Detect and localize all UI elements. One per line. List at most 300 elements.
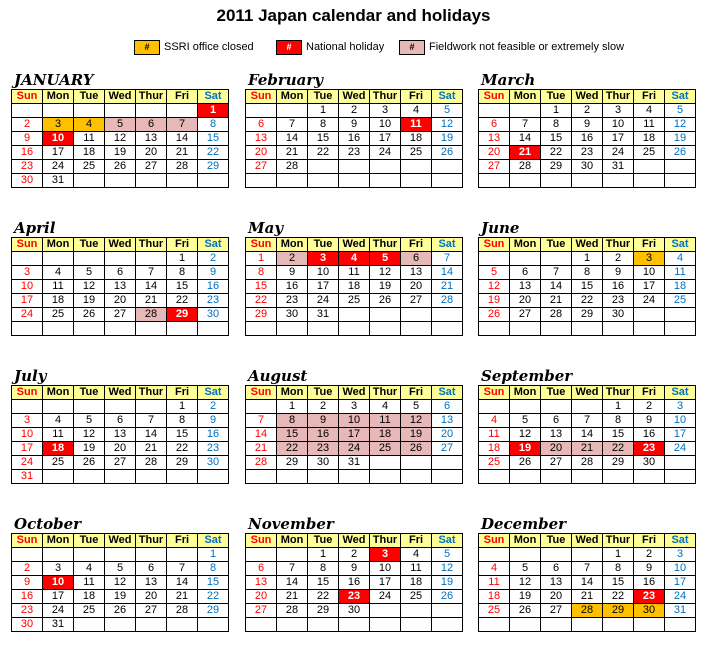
day-cell: 28: [277, 604, 308, 618]
day-cell: 22: [167, 442, 198, 456]
legend-national-holiday: [276, 38, 384, 56]
day-cell: 22: [277, 442, 308, 456]
day-cell: 29: [167, 456, 198, 470]
empty-cell: [339, 470, 370, 484]
day-cell: 15: [603, 576, 634, 590]
day-cell: 3: [370, 548, 401, 562]
weekday-header: Thur: [370, 238, 401, 252]
weekday-header: Mon: [277, 386, 308, 400]
empty-cell: [541, 252, 572, 266]
weekday-header: Wed: [339, 90, 370, 104]
day-cell: 19: [479, 294, 510, 308]
week-row: [479, 576, 696, 590]
day-cell: 2: [198, 252, 229, 266]
week-row: [12, 400, 229, 414]
empty-cell: [198, 618, 229, 632]
empty-cell: [105, 174, 136, 188]
weekday-header: Mon: [43, 534, 74, 548]
week-row: [246, 456, 463, 470]
weekday-header: Wed: [572, 534, 603, 548]
empty-cell: [510, 174, 541, 188]
day-cell: 12: [105, 576, 136, 590]
day-cell: 6: [401, 252, 432, 266]
empty-cell: [43, 252, 74, 266]
empty-cell: [479, 104, 510, 118]
empty-cell: [510, 618, 541, 632]
day-cell: 22: [308, 146, 339, 160]
day-cell: 20: [136, 590, 167, 604]
day-cell: 6: [541, 562, 572, 576]
weekday-header: Wed: [105, 238, 136, 252]
day-cell: 16: [12, 590, 43, 604]
day-cell: 14: [277, 132, 308, 146]
day-cell: 3: [370, 104, 401, 118]
day-cell: 2: [308, 400, 339, 414]
day-cell: 27: [246, 604, 277, 618]
month-name: April: [14, 219, 56, 237]
day-cell: 16: [339, 576, 370, 590]
day-cell: 15: [277, 428, 308, 442]
day-cell: 13: [246, 576, 277, 590]
month-january: [11, 71, 229, 188]
empty-cell: [541, 322, 572, 336]
day-cell: 23: [634, 442, 665, 456]
day-cell: 8: [308, 562, 339, 576]
empty-cell: [510, 548, 541, 562]
day-cell: 1: [167, 400, 198, 414]
day-cell: 10: [43, 576, 74, 590]
day-cell: 14: [541, 280, 572, 294]
empty-cell: [541, 400, 572, 414]
day-cell: 7: [277, 562, 308, 576]
month-table: [478, 533, 696, 632]
day-cell: 9: [277, 266, 308, 280]
weekday-header: Wed: [572, 386, 603, 400]
empty-cell: [370, 456, 401, 470]
day-cell: 28: [136, 456, 167, 470]
day-cell: 28: [572, 456, 603, 470]
month-name: JANUARY: [14, 71, 94, 89]
week-row: [246, 266, 463, 280]
week-row: [12, 104, 229, 118]
day-cell: 26: [479, 308, 510, 322]
empty-cell: [665, 308, 696, 322]
weekday-header: Sun: [246, 534, 277, 548]
week-row: [246, 308, 463, 322]
week-row: [479, 280, 696, 294]
day-cell: 7: [541, 266, 572, 280]
day-cell: 28: [541, 308, 572, 322]
day-cell: 25: [43, 456, 74, 470]
month-name: September: [481, 367, 573, 385]
day-cell: 5: [479, 266, 510, 280]
weekday-header: Sun: [479, 238, 510, 252]
day-cell: 18: [634, 132, 665, 146]
week-row: [246, 604, 463, 618]
day-cell: 22: [167, 294, 198, 308]
weekday-header: Mon: [510, 386, 541, 400]
day-cell: 20: [541, 442, 572, 456]
day-cell: 7: [167, 562, 198, 576]
empty-cell: [43, 104, 74, 118]
empty-cell: [308, 174, 339, 188]
day-cell: 27: [105, 456, 136, 470]
day-cell: 25: [43, 308, 74, 322]
week-row: [12, 442, 229, 456]
day-cell: 13: [136, 576, 167, 590]
day-cell: 6: [246, 562, 277, 576]
day-cell: 6: [510, 266, 541, 280]
day-cell: 20: [246, 590, 277, 604]
weekday-header: Fri: [167, 238, 198, 252]
day-cell: 16: [277, 280, 308, 294]
day-cell: 24: [603, 146, 634, 160]
weekday-header: Sat: [665, 386, 696, 400]
day-cell: 6: [432, 400, 463, 414]
day-cell: 16: [572, 132, 603, 146]
week-row: [12, 146, 229, 160]
weekday-header: Sun: [12, 90, 43, 104]
day-cell: 28: [572, 604, 603, 618]
weekday-header: Mon: [510, 534, 541, 548]
day-cell: 21: [572, 442, 603, 456]
weekday-header: Sat: [432, 386, 463, 400]
month-may: [245, 219, 463, 336]
day-cell: 26: [432, 146, 463, 160]
empty-cell: [74, 470, 105, 484]
day-cell: 28: [167, 604, 198, 618]
day-cell: 17: [43, 590, 74, 604]
week-row: [479, 266, 696, 280]
day-cell: 1: [308, 548, 339, 562]
day-cell: 10: [665, 562, 696, 576]
day-cell: 26: [74, 308, 105, 322]
day-cell: 18: [74, 590, 105, 604]
day-cell: 4: [401, 104, 432, 118]
day-cell: 10: [603, 118, 634, 132]
day-cell: 23: [308, 442, 339, 456]
empty-cell: [167, 470, 198, 484]
weekday-header: Sun: [479, 90, 510, 104]
week-row: [246, 548, 463, 562]
weekday-header: Tue: [74, 386, 105, 400]
month-july: [11, 367, 229, 484]
week-row: [12, 266, 229, 280]
week-row: [479, 104, 696, 118]
day-cell: 23: [603, 294, 634, 308]
day-cell: 24: [665, 590, 696, 604]
day-cell: 21: [246, 442, 277, 456]
empty-cell: [105, 548, 136, 562]
legend-fieldwork-swatch: #: [399, 40, 425, 55]
empty-cell: [74, 400, 105, 414]
week-row: [246, 428, 463, 442]
month-table: [11, 237, 229, 336]
day-cell: 28: [432, 294, 463, 308]
day-cell: 12: [432, 118, 463, 132]
day-cell: 31: [308, 308, 339, 322]
day-cell: 27: [510, 308, 541, 322]
day-cell: 11: [43, 280, 74, 294]
day-cell: 19: [370, 280, 401, 294]
empty-cell: [277, 470, 308, 484]
week-row: [12, 118, 229, 132]
empty-cell: [401, 618, 432, 632]
day-cell: 5: [401, 400, 432, 414]
empty-cell: [198, 174, 229, 188]
week-row: [12, 160, 229, 174]
day-cell: 25: [479, 456, 510, 470]
week-row: [246, 132, 463, 146]
day-cell: 23: [277, 294, 308, 308]
empty-cell: [432, 470, 463, 484]
month-name: November: [248, 515, 334, 533]
empty-cell: [74, 104, 105, 118]
day-cell: 8: [308, 118, 339, 132]
day-cell: 12: [74, 428, 105, 442]
day-cell: 22: [308, 590, 339, 604]
weekday-header: Fri: [401, 534, 432, 548]
weekday-header: Tue: [74, 534, 105, 548]
day-cell: 6: [479, 118, 510, 132]
day-cell: 16: [634, 428, 665, 442]
day-cell: 30: [339, 604, 370, 618]
day-cell: 17: [634, 280, 665, 294]
day-cell: 20: [432, 428, 463, 442]
day-cell: 23: [634, 590, 665, 604]
day-cell: 14: [167, 132, 198, 146]
day-cell: 18: [43, 442, 74, 456]
empty-cell: [603, 618, 634, 632]
weekday-header: Tue: [308, 534, 339, 548]
day-cell: 19: [665, 132, 696, 146]
day-cell: 3: [43, 118, 74, 132]
week-row: [479, 590, 696, 604]
day-cell: 11: [479, 428, 510, 442]
day-cell: 17: [370, 576, 401, 590]
day-cell: 20: [105, 442, 136, 456]
day-cell: 8: [277, 414, 308, 428]
day-cell: 16: [12, 146, 43, 160]
day-cell: 2: [634, 548, 665, 562]
week-row: [12, 428, 229, 442]
empty-cell: [74, 618, 105, 632]
day-cell: 4: [370, 400, 401, 414]
empty-cell: [308, 618, 339, 632]
week-row: [12, 308, 229, 322]
day-cell: 1: [277, 400, 308, 414]
day-cell: 28: [136, 308, 167, 322]
day-cell: 23: [12, 160, 43, 174]
month-february: [245, 71, 463, 188]
month-name: October: [14, 515, 82, 533]
day-cell: 18: [665, 280, 696, 294]
empty-cell: [510, 104, 541, 118]
day-cell: 8: [603, 414, 634, 428]
week-row: [246, 322, 463, 336]
weekday-header: Sat: [198, 534, 229, 548]
week-row: [479, 160, 696, 174]
day-cell: 2: [339, 104, 370, 118]
day-cell: 31: [665, 604, 696, 618]
day-cell: 7: [246, 414, 277, 428]
month-name: March: [481, 71, 536, 89]
weekday-header: Thur: [603, 534, 634, 548]
day-cell: 3: [634, 252, 665, 266]
day-cell: 6: [136, 562, 167, 576]
empty-cell: [277, 548, 308, 562]
week-row: [12, 562, 229, 576]
day-cell: 23: [339, 146, 370, 160]
day-cell: 27: [479, 160, 510, 174]
week-row: [479, 308, 696, 322]
week-row: [479, 174, 696, 188]
day-cell: 11: [401, 118, 432, 132]
day-cell: 10: [43, 132, 74, 146]
weekday-header: Thur: [603, 90, 634, 104]
day-cell: 19: [74, 442, 105, 456]
day-cell: 3: [603, 104, 634, 118]
legend-ssri-label: SSRI office closed: [164, 41, 254, 53]
empty-cell: [105, 400, 136, 414]
empty-cell: [74, 252, 105, 266]
day-cell: 1: [198, 548, 229, 562]
day-cell: 10: [634, 266, 665, 280]
weekday-header: Fri: [401, 90, 432, 104]
day-cell: 25: [401, 590, 432, 604]
empty-cell: [136, 174, 167, 188]
empty-cell: [665, 618, 696, 632]
week-row: [246, 442, 463, 456]
empty-cell: [634, 174, 665, 188]
weekday-header: Sun: [246, 238, 277, 252]
day-cell: 17: [339, 428, 370, 442]
day-cell: 27: [432, 442, 463, 456]
day-cell: 19: [105, 146, 136, 160]
day-cell: 1: [308, 104, 339, 118]
empty-cell: [370, 470, 401, 484]
week-row: [246, 104, 463, 118]
empty-cell: [74, 548, 105, 562]
empty-cell: [370, 174, 401, 188]
day-cell: 18: [479, 590, 510, 604]
day-cell: 26: [74, 456, 105, 470]
day-cell: 4: [634, 104, 665, 118]
weekday-header-row: [479, 90, 696, 104]
day-cell: 20: [136, 146, 167, 160]
weekday-header: Sun: [12, 386, 43, 400]
day-cell: 21: [277, 590, 308, 604]
day-cell: 10: [12, 428, 43, 442]
day-cell: 11: [339, 266, 370, 280]
day-cell: 28: [277, 160, 308, 174]
day-cell: 9: [308, 414, 339, 428]
day-cell: 9: [339, 562, 370, 576]
day-cell: 31: [43, 618, 74, 632]
day-cell: 15: [246, 280, 277, 294]
empty-cell: [246, 618, 277, 632]
day-cell: 15: [603, 428, 634, 442]
weekday-header: Fri: [634, 534, 665, 548]
empty-cell: [479, 174, 510, 188]
day-cell: 15: [541, 132, 572, 146]
week-row: [479, 252, 696, 266]
day-cell: 21: [167, 590, 198, 604]
day-cell: 13: [105, 428, 136, 442]
empty-cell: [665, 322, 696, 336]
month-table: [245, 89, 463, 188]
weekday-header: Sat: [432, 90, 463, 104]
day-cell: 9: [603, 266, 634, 280]
day-cell: 8: [572, 266, 603, 280]
page-title: 2011 Japan calendar and holidays: [216, 6, 491, 25]
day-cell: 2: [634, 400, 665, 414]
month-table: [478, 237, 696, 336]
day-cell: 13: [432, 414, 463, 428]
day-cell: 16: [339, 132, 370, 146]
day-cell: 7: [572, 414, 603, 428]
day-cell: 13: [541, 428, 572, 442]
day-cell: 24: [370, 590, 401, 604]
day-cell: 24: [634, 294, 665, 308]
weekday-header: Mon: [277, 534, 308, 548]
empty-cell: [541, 548, 572, 562]
weekday-header: Sat: [665, 90, 696, 104]
month-september: [478, 367, 696, 484]
empty-cell: [277, 104, 308, 118]
day-cell: 1: [198, 104, 229, 118]
day-cell: 9: [12, 132, 43, 146]
empty-cell: [105, 470, 136, 484]
day-cell: 14: [277, 576, 308, 590]
day-cell: 22: [541, 146, 572, 160]
weekday-header: Sat: [665, 534, 696, 548]
empty-cell: [339, 174, 370, 188]
empty-cell: [246, 400, 277, 414]
day-cell: 15: [198, 576, 229, 590]
empty-cell: [246, 470, 277, 484]
weekday-header: Thur: [136, 238, 167, 252]
day-cell: 2: [603, 252, 634, 266]
empty-cell: [339, 160, 370, 174]
empty-cell: [12, 548, 43, 562]
empty-cell: [167, 322, 198, 336]
day-cell: 3: [339, 400, 370, 414]
empty-cell: [401, 456, 432, 470]
day-cell: 29: [603, 456, 634, 470]
day-cell: 25: [74, 604, 105, 618]
week-row: [479, 548, 696, 562]
empty-cell: [432, 160, 463, 174]
day-cell: 4: [74, 118, 105, 132]
empty-cell: [136, 322, 167, 336]
day-cell: 20: [479, 146, 510, 160]
week-row: [12, 280, 229, 294]
empty-cell: [308, 160, 339, 174]
weekday-header: Thur: [136, 90, 167, 104]
weekday-header-row: [12, 534, 229, 548]
empty-cell: [105, 104, 136, 118]
day-cell: 10: [370, 562, 401, 576]
week-row: [479, 146, 696, 160]
day-cell: 11: [74, 576, 105, 590]
week-row: [479, 294, 696, 308]
day-cell: 6: [246, 118, 277, 132]
empty-cell: [634, 160, 665, 174]
empty-cell: [277, 174, 308, 188]
week-row: [12, 590, 229, 604]
weekday-header: Tue: [308, 90, 339, 104]
